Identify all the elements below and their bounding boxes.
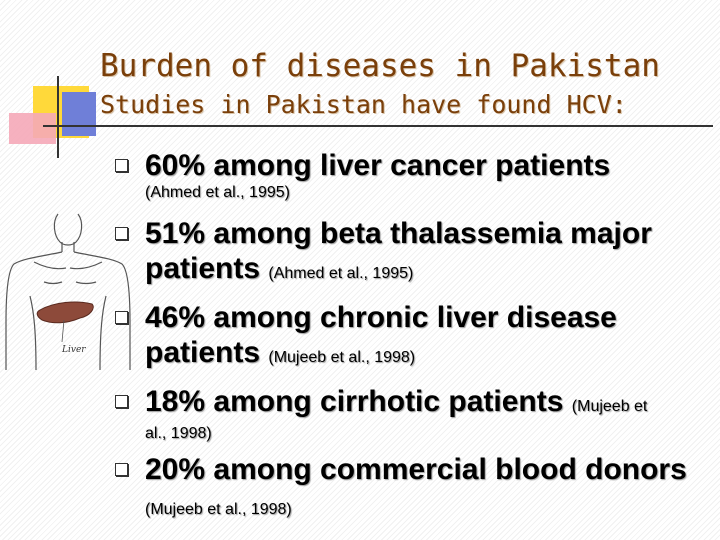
bullet-text: 20% among commercial blood donors [145,453,687,486]
slide-title: Burden of diseases in Pakistan [100,48,660,84]
bullet-checkbox-icon [115,395,128,408]
bullet-cirrhotic [145,384,710,444]
bullet-citation: (Mujeeb et [571,398,648,415]
decor-blue-square [62,92,96,136]
bullet-citation: (Ahmed et al., 1995) [268,265,414,282]
bullet-checkbox-icon [115,463,128,476]
liver-label: Liver [62,345,86,355]
bullet-citation: (Mujeeb et al., 1998) [145,501,292,518]
bullet-citation: (Mujeeb et al., 1998) [268,349,416,366]
bullet-thalassemia [145,216,710,291]
bullet-liver-cancer [145,148,710,203]
bullet-checkbox-icon [115,159,128,172]
bullet-text: 18% among cirrhotic patients [145,385,564,418]
slide-subtitle: Studies in Pakistan have found HCV: [100,90,627,119]
bullet-text: 46% among chronic liver disease patients [145,301,617,369]
bullet-text: 60% among liver cancer patients [145,149,611,182]
decor-pink-square [9,113,56,144]
bullet-citation-continued: al., 1998) [145,425,212,442]
bullet-checkbox-icon [115,227,128,240]
bullet-blood-donors [145,452,710,527]
bullet-text: 51% among beta thalassemia major patients [145,217,652,285]
bullet-chronic-liver-disease [145,300,710,375]
decor-vertical-line [57,76,59,158]
bullet-checkbox-icon [115,311,128,324]
bullet-citation: (Ahmed et al., 1995) [145,184,290,201]
decor-horizontal-line [43,125,713,127]
